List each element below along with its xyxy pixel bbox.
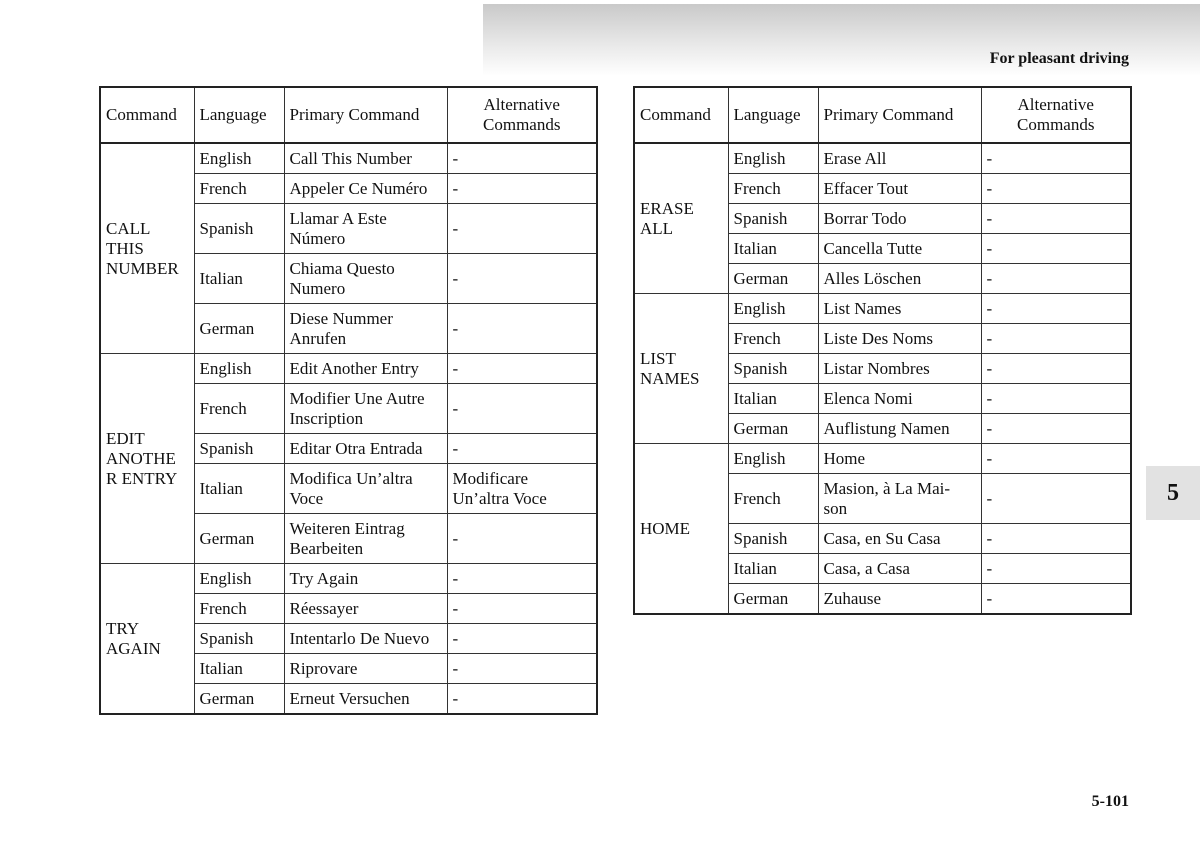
command-cell xyxy=(634,143,728,294)
primary-command-line: Anrufen xyxy=(289,328,347,348)
table-body xyxy=(100,143,597,714)
alternative-command-line: - xyxy=(452,148,459,168)
command-line: ANOTHE xyxy=(106,448,176,468)
alternative-command-cell xyxy=(981,264,1131,294)
primary-command-line: Riprovare xyxy=(289,658,358,678)
command-line: TRY xyxy=(106,618,140,638)
alternative-command-cell xyxy=(447,594,597,624)
primary-command-line: Appeler Ce Numéro xyxy=(289,178,428,198)
language-cell: English xyxy=(194,564,284,594)
primary-command-line: Try Again xyxy=(289,568,359,588)
primary-command-cell xyxy=(818,524,981,554)
command-line: HOME xyxy=(640,518,691,538)
voice-commands-table-right xyxy=(633,86,1132,615)
alternative-command-cell xyxy=(981,524,1131,554)
alternative-header-line: Alternative xyxy=(483,95,560,114)
primary-command-cell xyxy=(818,474,981,524)
primary-command-line: Llamar A Este xyxy=(289,208,387,228)
primary-command-cell xyxy=(818,584,981,615)
language-cell: Italian xyxy=(194,464,284,514)
language-cell: English xyxy=(728,444,818,474)
primary-command-line: Inscription xyxy=(289,408,364,428)
language-cell: German xyxy=(194,514,284,564)
command-cell xyxy=(634,444,728,615)
alternative-command-line: - xyxy=(452,568,459,588)
primary-command-cell xyxy=(818,234,981,264)
primary-command-cell xyxy=(818,354,981,384)
alternative-header-line: Commands xyxy=(1017,115,1095,134)
alternative-command-cell xyxy=(447,434,597,464)
command-line: EDIT xyxy=(106,428,145,448)
alternative-command-line: - xyxy=(986,418,993,438)
primary-command-line: Editar Otra Entrada xyxy=(289,438,423,458)
language-cell: Spanish xyxy=(194,204,284,254)
primary-command-line: Réessayer xyxy=(289,598,359,618)
language-cell: English xyxy=(728,294,818,324)
chapter-tab: 5 xyxy=(1146,466,1200,520)
language-cell: Italian xyxy=(194,254,284,304)
primary-command-line: Call This Number xyxy=(289,148,412,168)
command-line: ALL xyxy=(640,218,674,238)
alternative-command-line: - xyxy=(986,208,993,228)
primary-command-cell xyxy=(818,444,981,474)
alternative-command-cell xyxy=(447,654,597,684)
alternative-command-cell xyxy=(981,474,1131,524)
primary-command-line: Edit Another Entry xyxy=(289,358,419,378)
primary-command-line: son xyxy=(823,498,848,518)
table-row xyxy=(100,354,597,384)
primary-command-cell xyxy=(284,304,447,354)
command-cell xyxy=(100,143,194,354)
primary-command-line: Erneut Versuchen xyxy=(289,688,410,708)
command-cell xyxy=(100,354,194,564)
primary-command-line: Bearbeiten xyxy=(289,538,364,558)
alternative-command-cell xyxy=(981,384,1131,414)
language-cell: Spanish xyxy=(194,624,284,654)
alternative-command-line: - xyxy=(986,448,993,468)
language-cell: French xyxy=(194,594,284,624)
command-cell xyxy=(634,294,728,444)
primary-command-line: Listar Nombres xyxy=(823,358,930,378)
command-line: THIS xyxy=(106,238,144,258)
primary-command-line: Alles Löschen xyxy=(823,268,922,288)
alternative-command-line: - xyxy=(986,148,993,168)
column-header-primary-command: Primary Command xyxy=(818,87,981,143)
primary-command-line: Liste Des Noms xyxy=(823,328,934,348)
alternative-command-cell xyxy=(981,174,1131,204)
primary-command-line: Casa, a Casa xyxy=(823,558,910,578)
primary-command-cell xyxy=(818,324,981,354)
primary-command-line: Casa, en Su Casa xyxy=(823,528,941,548)
command-line: NUMBER xyxy=(106,258,179,278)
primary-command-line: Zuhause xyxy=(823,588,882,608)
language-cell: German xyxy=(194,304,284,354)
column-header-command: Command xyxy=(100,87,194,143)
alternative-command-line: - xyxy=(452,528,459,548)
alternative-command-line: - xyxy=(986,268,993,288)
alternative-command-cell xyxy=(981,354,1131,384)
primary-command-cell xyxy=(284,684,447,715)
language-cell: Italian xyxy=(728,234,818,264)
table-row xyxy=(100,564,597,594)
command-line: LIST xyxy=(640,348,676,368)
primary-command-cell xyxy=(284,384,447,434)
alternative-command-cell xyxy=(981,143,1131,174)
primary-command-line: Número xyxy=(289,228,346,248)
language-cell: German xyxy=(728,584,818,615)
alternative-command-line: - xyxy=(986,558,993,578)
alternative-command-line: - xyxy=(452,398,459,418)
alternative-command-line: - xyxy=(986,358,993,378)
alternative-command-cell xyxy=(447,174,597,204)
alternative-command-cell xyxy=(447,143,597,174)
primary-command-cell xyxy=(818,204,981,234)
primary-command-cell xyxy=(818,264,981,294)
language-cell: French xyxy=(728,474,818,524)
column-header-command: Command xyxy=(634,87,728,143)
table-body xyxy=(634,143,1131,614)
primary-command-cell xyxy=(818,294,981,324)
alternative-command-cell xyxy=(447,304,597,354)
primary-command-cell xyxy=(284,654,447,684)
alternative-command-cell xyxy=(447,624,597,654)
command-line: AGAIN xyxy=(106,638,161,658)
column-header-primary-command: Primary Command xyxy=(284,87,447,143)
alternative-command-cell xyxy=(981,234,1131,264)
primary-command-cell xyxy=(818,174,981,204)
primary-command-cell xyxy=(284,464,447,514)
alternative-command-line: - xyxy=(986,298,993,318)
alternative-command-cell xyxy=(981,584,1131,615)
language-cell: English xyxy=(194,354,284,384)
alternative-command-line: - xyxy=(986,238,993,258)
alternative-header-line: Alternative xyxy=(1017,95,1094,114)
alternative-command-line: - xyxy=(452,358,459,378)
command-line: CALL xyxy=(106,218,151,238)
primary-command-cell xyxy=(284,514,447,564)
language-cell: French xyxy=(728,324,818,354)
alternative-command-cell xyxy=(447,514,597,564)
page-number: 5-101 xyxy=(1091,793,1129,810)
language-cell: French xyxy=(194,174,284,204)
alternative-command-line: - xyxy=(986,328,993,348)
primary-command-cell xyxy=(284,204,447,254)
column-header-language: Language xyxy=(728,87,818,143)
language-cell: Spanish xyxy=(194,434,284,464)
primary-command-line: Chiama Questo xyxy=(289,258,395,278)
primary-command-line: Modifier Une Autre xyxy=(289,388,425,408)
primary-command-line: Modifica Un’altra xyxy=(289,468,413,488)
command-line: R ENTRY xyxy=(106,468,178,488)
language-cell: Italian xyxy=(728,384,818,414)
primary-command-cell xyxy=(818,414,981,444)
alternative-command-cell xyxy=(447,384,597,434)
primary-command-cell xyxy=(284,354,447,384)
primary-command-cell xyxy=(284,564,447,594)
column-header-alternative-commands xyxy=(447,87,597,143)
alternative-command-line: - xyxy=(452,218,459,238)
voice-commands-table-left xyxy=(99,86,598,715)
primary-command-cell xyxy=(284,174,447,204)
alternative-command-cell xyxy=(447,564,597,594)
table-row xyxy=(634,143,1131,174)
primary-command-line: Weiteren Eintrag xyxy=(289,518,405,538)
primary-command-line: Effacer Tout xyxy=(823,178,909,198)
table-header-row xyxy=(634,87,1131,143)
alternative-command-line: - xyxy=(452,438,459,458)
alternative-command-line: - xyxy=(452,598,459,618)
alternative-command-cell xyxy=(447,254,597,304)
alternative-command-line: Modificare xyxy=(452,468,529,488)
language-cell: French xyxy=(728,174,818,204)
primary-command-line: Voce xyxy=(289,488,324,508)
language-cell: Italian xyxy=(194,654,284,684)
alternative-command-cell xyxy=(981,294,1131,324)
table-row xyxy=(100,143,597,174)
primary-command-line: Elenca Nomi xyxy=(823,388,913,408)
table-row xyxy=(634,294,1131,324)
primary-command-cell xyxy=(284,594,447,624)
primary-command-cell xyxy=(284,254,447,304)
alternative-command-line: - xyxy=(452,318,459,338)
alternative-command-line: - xyxy=(986,388,993,408)
alternative-command-cell xyxy=(447,204,597,254)
column-header-alternative-commands xyxy=(981,87,1131,143)
section-title: For pleasant driving xyxy=(989,50,1129,67)
primary-command-line: Masion, à La Mai- xyxy=(823,478,951,498)
alternative-command-line: - xyxy=(452,658,459,678)
command-line: ERASE xyxy=(640,198,694,218)
primary-command-cell xyxy=(818,384,981,414)
alternative-command-cell xyxy=(447,464,597,514)
alternative-header-line: Commands xyxy=(483,115,561,134)
language-cell: German xyxy=(194,684,284,715)
alternative-command-line: - xyxy=(452,628,459,648)
table-header-row xyxy=(100,87,597,143)
alternative-command-cell xyxy=(981,414,1131,444)
primary-command-cell xyxy=(284,434,447,464)
column-header-language: Language xyxy=(194,87,284,143)
language-cell: Italian xyxy=(728,554,818,584)
primary-command-line: Diese Nummer xyxy=(289,308,393,328)
primary-command-line: Cancella Tutte xyxy=(823,238,923,258)
command-line: NAMES xyxy=(640,368,700,388)
language-cell: German xyxy=(728,414,818,444)
primary-command-line: Erase All xyxy=(823,148,887,168)
primary-command-line: Numero xyxy=(289,278,346,298)
alternative-command-line: - xyxy=(452,178,459,198)
alternative-command-cell xyxy=(981,324,1131,354)
table-row xyxy=(634,444,1131,474)
primary-command-cell xyxy=(818,143,981,174)
language-cell: Spanish xyxy=(728,524,818,554)
alternative-command-line: - xyxy=(986,488,993,508)
alternative-command-line: - xyxy=(452,268,459,288)
primary-command-line: Auflistung Namen xyxy=(823,418,950,438)
alternative-command-cell xyxy=(981,444,1131,474)
alternative-command-line: Un’altra Voce xyxy=(452,488,547,508)
primary-command-cell xyxy=(284,143,447,174)
alternative-command-cell xyxy=(981,554,1131,584)
command-cell xyxy=(100,564,194,715)
language-cell: Spanish xyxy=(728,354,818,384)
alternative-command-cell xyxy=(981,204,1131,234)
alternative-command-line: - xyxy=(986,178,993,198)
primary-command-line: Borrar Todo xyxy=(823,208,907,228)
language-cell: English xyxy=(194,143,284,174)
alternative-command-line: - xyxy=(986,588,993,608)
language-cell: French xyxy=(194,384,284,434)
alternative-command-cell xyxy=(447,684,597,715)
primary-command-cell xyxy=(818,554,981,584)
language-cell: Spanish xyxy=(728,204,818,234)
primary-command-line: Intentarlo De Nuevo xyxy=(289,628,430,648)
alternative-command-cell xyxy=(447,354,597,384)
primary-command-line: List Names xyxy=(823,298,902,318)
language-cell: German xyxy=(728,264,818,294)
primary-command-cell xyxy=(284,624,447,654)
alternative-command-line: - xyxy=(452,688,459,708)
primary-command-line: Home xyxy=(823,448,866,468)
alternative-command-line: - xyxy=(986,528,993,548)
language-cell: English xyxy=(728,143,818,174)
